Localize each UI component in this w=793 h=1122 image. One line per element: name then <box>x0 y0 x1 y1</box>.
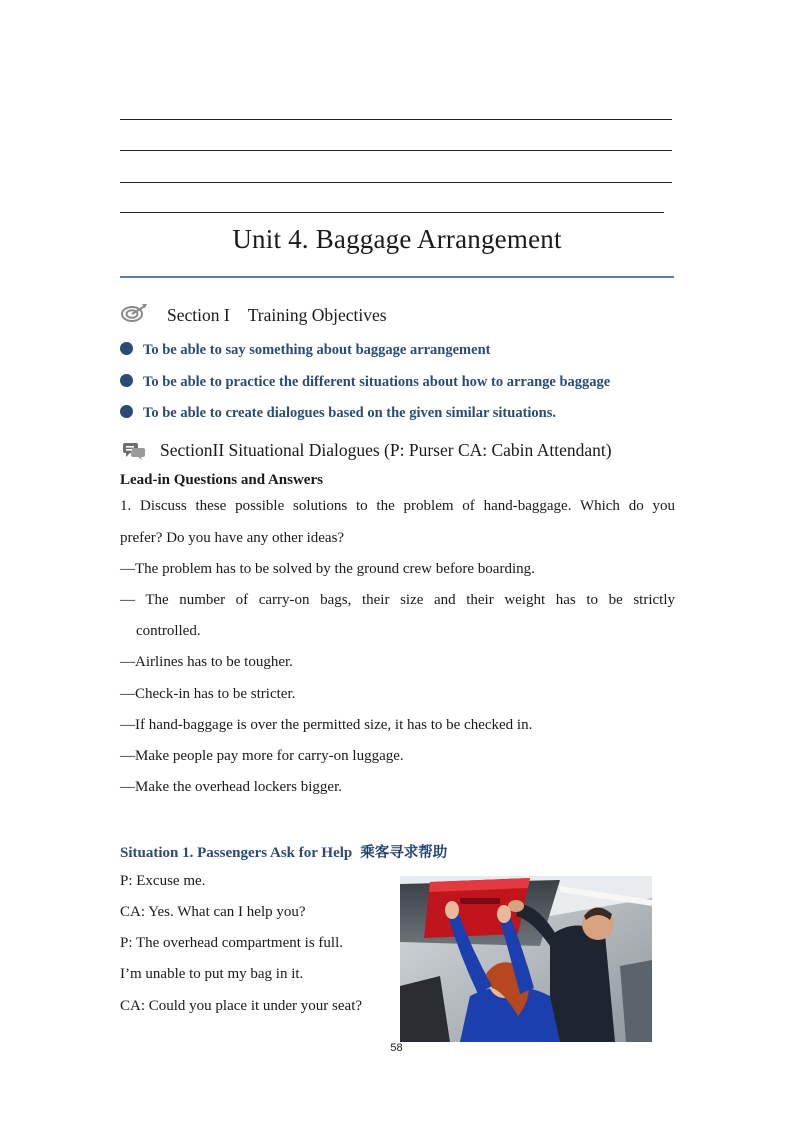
dialogue-line: CA: Could you place it under your seat? <box>120 998 363 1014</box>
answer-item: —The problem has to be solved by the ground crew before boarding. <box>120 561 535 577</box>
section2-icon <box>122 441 146 461</box>
section1-icon <box>120 302 148 324</box>
page-number: 58 <box>390 1042 403 1054</box>
answer-item: —Check-in has to be stricter. <box>120 686 296 702</box>
answer-item-continued: controlled. <box>136 623 201 639</box>
unit-title: Unit 4. Baggage Arrangement <box>232 224 562 254</box>
writing-line-4 <box>120 212 664 213</box>
question-line-1: 1. Discuss these possible solutions to the problem of hand-baggage. Which do you <box>120 498 675 514</box>
title-underline <box>120 276 674 278</box>
bullet-icon <box>120 374 133 387</box>
section1-heading <box>167 305 387 326</box>
section2-heading: SectionII Situational Dialogues (P: Purser CA: Cabin Attendant) <box>160 440 612 460</box>
answer-item: —If hand-baggage is over the permitted size, it has to be checked in. <box>120 717 533 733</box>
chat-bubbles-icon <box>122 441 146 461</box>
answer-item: —Make people pay more for carry-on luggage. <box>120 748 404 764</box>
situation-heading <box>120 841 447 862</box>
dialogue-line: P: The overhead compartment is full. <box>120 935 344 951</box>
target-icon <box>120 302 148 324</box>
situation-title-en: Situation 1. Passengers Ask for Help <box>120 845 353 861</box>
answer-item: —Airlines has to be tougher. <box>120 654 293 670</box>
bullet-icon <box>120 342 133 355</box>
answer-item: —Make the overhead lockers bigger. <box>120 779 343 795</box>
question-line-2: prefer? Do you have any other ideas? <box>120 530 345 546</box>
answer-item: — The number of carry-on bags, their size and their weight has to be strictly <box>120 592 675 608</box>
objective-item: To be able to practice the different situations about how to arrange baggage <box>120 374 610 391</box>
situation-title-cn: 乘客寻求帮助 <box>360 845 448 861</box>
writing-line-2 <box>120 150 672 151</box>
cabin-photo <box>400 876 652 1042</box>
dialogue-line: P: Excuse me. <box>120 873 206 889</box>
objective-item: To be able to say something about baggage arrangement <box>120 342 490 359</box>
leadin-heading: Lead-in Questions and Answers <box>120 472 323 488</box>
objective-item: To be able to create dialogues based on the given similar situations. <box>120 405 556 422</box>
dialogue-line: CA: Yes. What can I help you? <box>120 904 306 920</box>
section1-title: Training Objectives <box>247 305 387 325</box>
section1-label: Section I <box>167 305 230 325</box>
writing-line-1 <box>120 119 672 120</box>
writing-line-3 <box>120 182 672 183</box>
dialogue-line: I’m unable to put my bag in it. <box>120 966 304 982</box>
bullet-icon <box>120 405 133 418</box>
